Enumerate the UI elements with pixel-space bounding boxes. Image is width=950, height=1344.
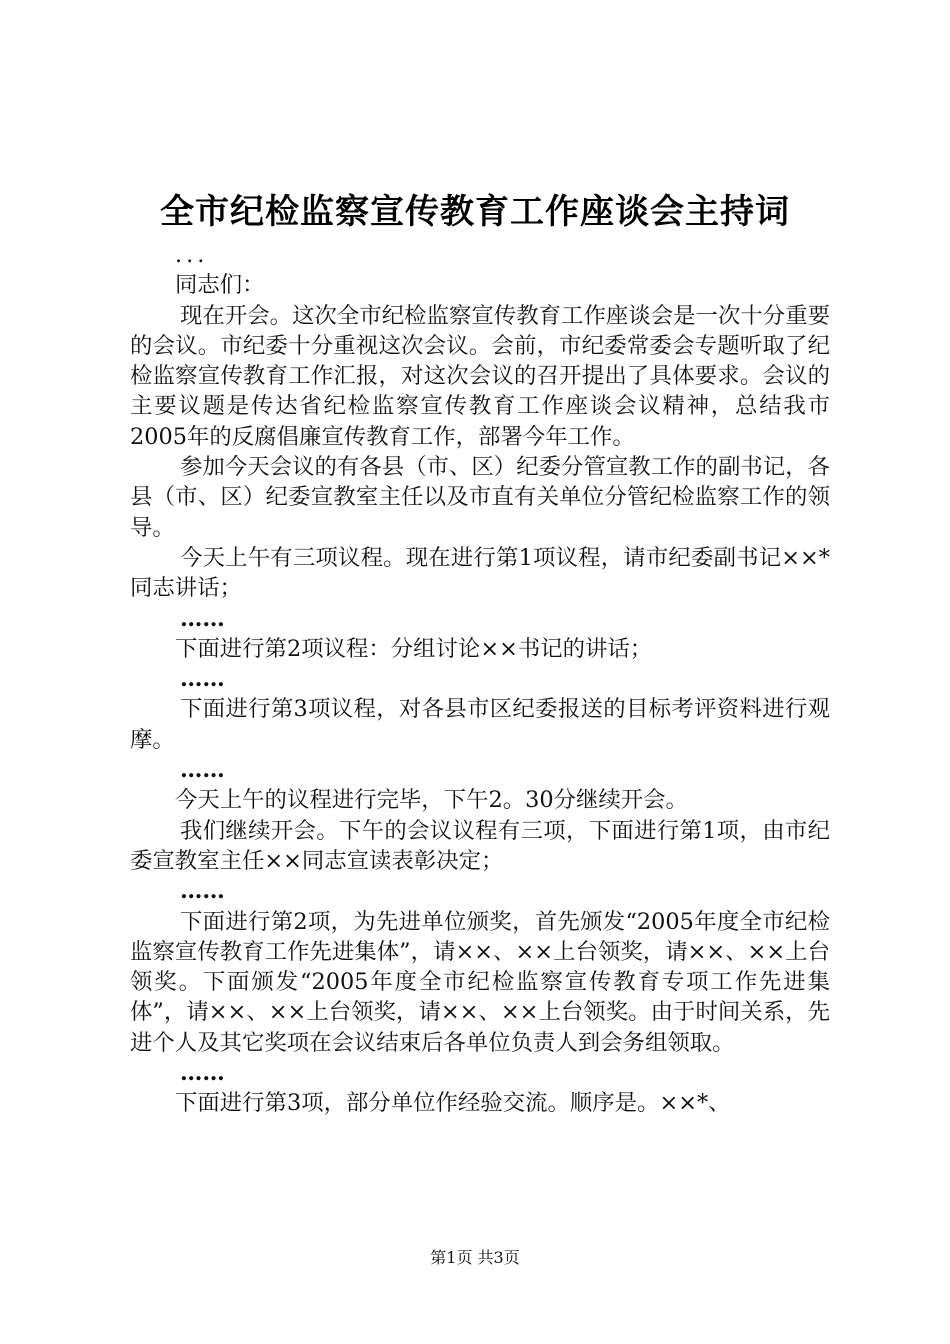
ellipsis: …… (180, 605, 225, 632)
paragraph-exchange: 下面进行第3项，部分单位作经验交流。顺序是。××*、 (175, 1090, 731, 1117)
paragraph-agenda-1: 今天上午有三项议程。现在进行第1项议程，请市纪委副书记××*同志讲话； (130, 544, 830, 602)
salutation: 同志们： (175, 272, 265, 299)
page-number: 第1页 共3页 (430, 1248, 520, 1267)
paragraph-agenda-2: 下面进行第2项议程：分组讨论××书记的讲话； (175, 635, 653, 662)
ellipsis: …… (180, 878, 225, 905)
document-body (130, 240, 830, 1119)
paragraph-awards: 下面进行第2项，为先进单位颁奖，首先颁发“2005年度全市纪检监察宣传教育工作先进集体”，请××、××上台领奖，请××、××上台领奖。下面颁发“2005年度全市纪检监察宣传教育专项工作先进集体”，请××、××上台领奖，请××、××上台领奖。由于时间关系，先进个人及其它奖项在会议结束后各单位负责人到会务组领取。 (130, 908, 830, 1056)
ellipsis: …… (180, 666, 225, 693)
dots-marker: ... (175, 242, 209, 268)
paragraph-attendees: 参加今天会议的有各县（市、区）纪委分管宣教工作的副书记，各县（市、区）纪委宣教室主任以及市直有关单位分管纪检监察工作的领导。 (130, 454, 830, 541)
paragraph-agenda-3: 下面进行第3项议程，对各县市区纪委报送的目标考评资料进行观摩。 (130, 696, 830, 753)
paragraph-afternoon: 我们继续开会。下午的会议议程有三项，下面进行第1项，由市纪委宣教室主任××同志宣读表彰决定； (130, 817, 830, 874)
paragraph-opening: 现在开会。这次全市纪检监察宣传教育工作座谈会是一次十分重要的会议。市纪委十分重视这次会议。会前，市纪委常委会专题听取了纪检监察宣传教育工作汇报，对这次会议的召开提出了具体要求。会议的主要议题是传达省纪检监察宣传教育工作座谈会议精神，总结我市2005年的反腐倡廉宣传教育工作，部署今年工作。 (130, 302, 830, 450)
document-title: 全市纪检监察宣传教育工作座谈会主持词 (160, 192, 790, 232)
paragraph-morning-end: 今天上午的议程进行完毕，下午2。30分继续开会。 (175, 787, 688, 814)
ellipsis: …… (180, 757, 225, 784)
ellipsis: …… (180, 1060, 225, 1087)
